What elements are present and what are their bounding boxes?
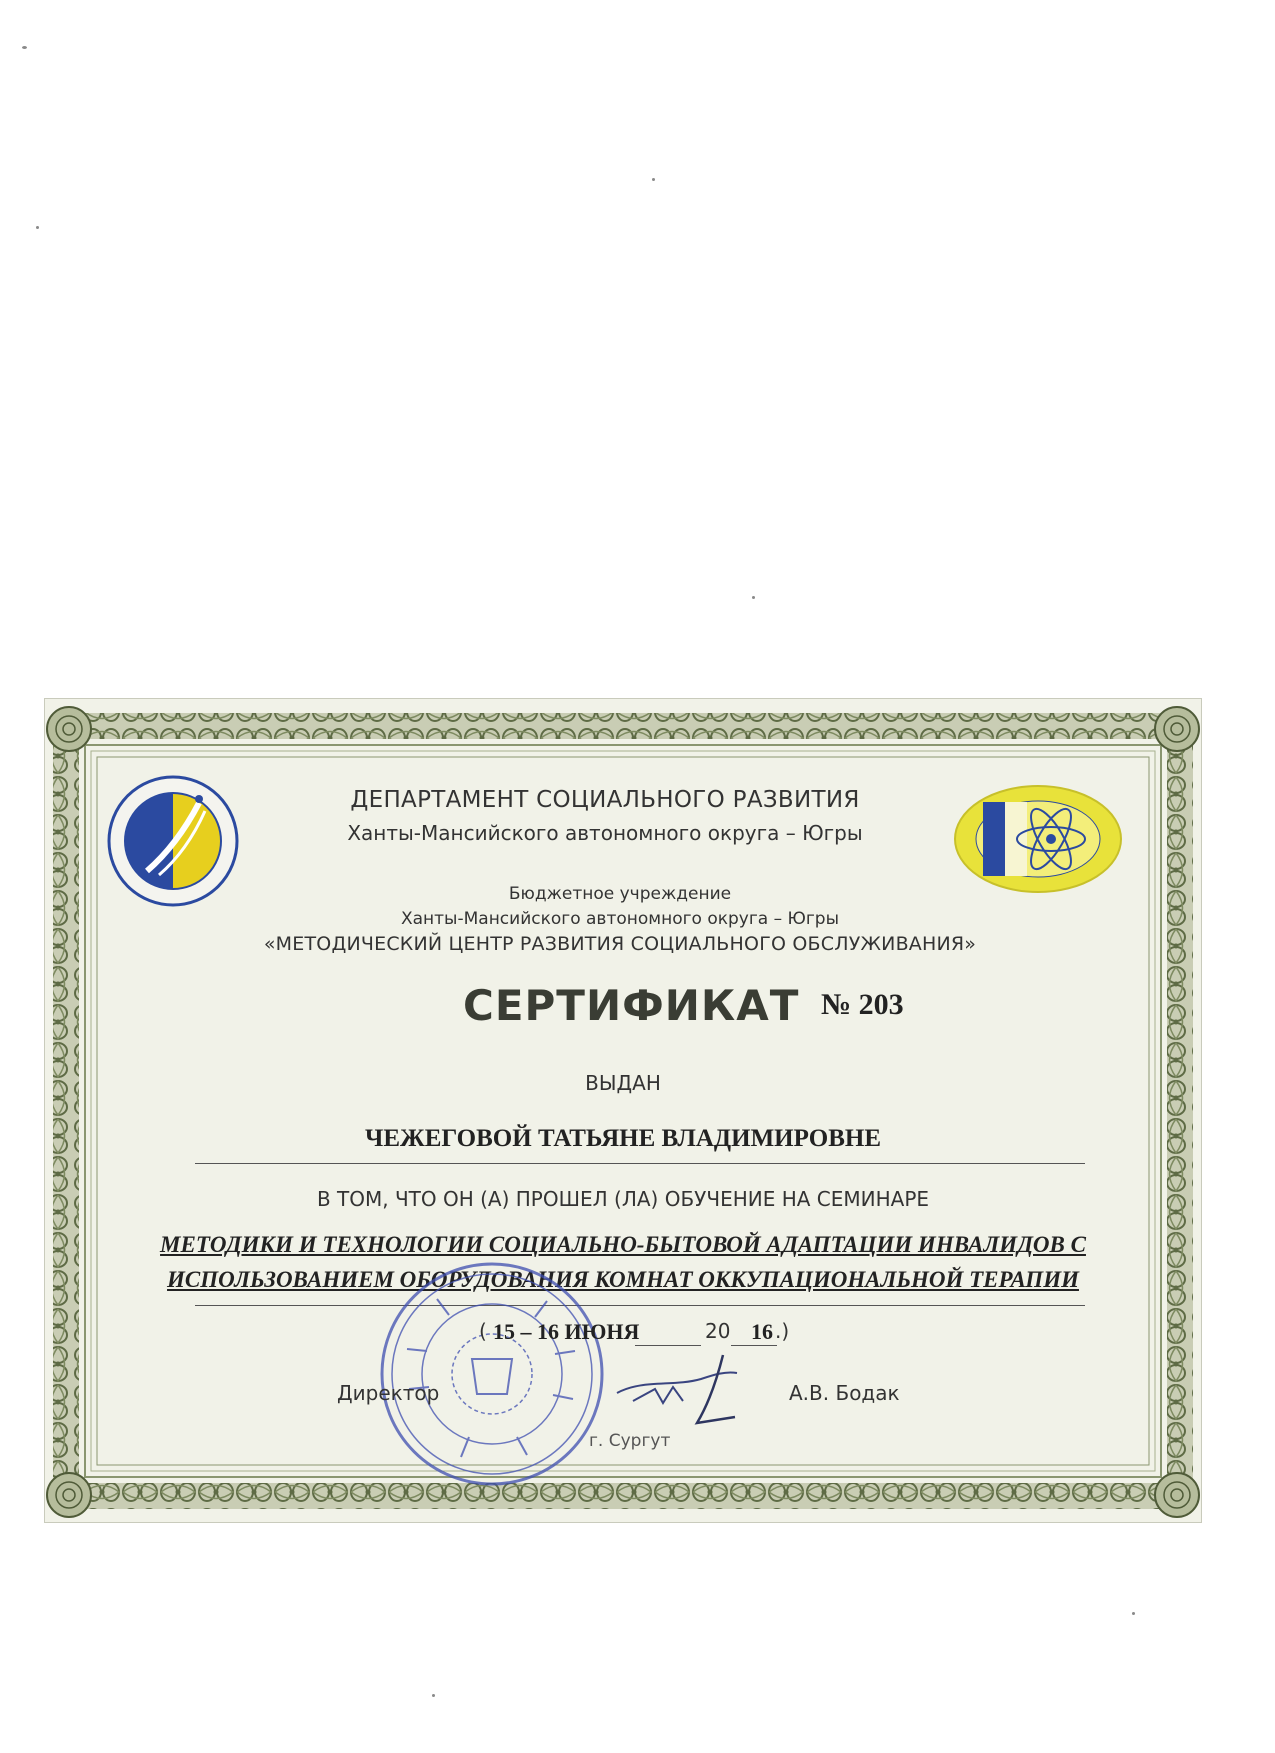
scan-speck	[1132, 1612, 1135, 1615]
official-stamp	[377, 1259, 607, 1489]
director-name: А.В. Бодак	[789, 1381, 900, 1405]
date-century: 20	[705, 1319, 731, 1343]
scan-speck	[752, 596, 755, 599]
methodical-center-emblem	[953, 784, 1123, 894]
institution-name: «МЕТОДИЧЕСКИЙ ЦЕНТР РАЗВИТИЯ СОЦИАЛЬНОГО ОБСЛУЖИВАНИЯ»	[263, 933, 977, 955]
department-title: ДЕПАРТАМЕНТ СОЦИАЛЬНОГО РАЗВИТИЯ	[350, 787, 860, 813]
institution-region: Ханты-Мансийского автономного округа – Югры	[400, 909, 840, 929]
scan-speck	[36, 226, 39, 229]
scan-speck	[432, 1694, 435, 1697]
seminar-blank-line	[195, 1305, 1085, 1306]
date-year: 16	[751, 1319, 773, 1344]
date-close-bracket: .)	[775, 1319, 790, 1343]
issued-label: ВЫДАН	[585, 1071, 661, 1095]
director-label: Директор	[337, 1381, 440, 1405]
seminar-title	[105, 1227, 1141, 1297]
certificate-number: № 203	[821, 988, 904, 1021]
certificate-title: СЕРТИФИКАТ	[463, 981, 800, 1030]
scan-speck	[652, 178, 655, 181]
institution-type: Бюджетное учреждение	[508, 884, 732, 904]
seminar-title-line-2: ИСПОЛЬЗОВАНИЕМ ОБОРУДОВАНИЯ КОМНАТ ОККУПАЦИОНАЛЬНОЙ ТЕРАПИИ	[167, 1267, 1079, 1292]
certificate	[44, 698, 1202, 1523]
seminar-title-line-1: МЕТОДИКИ И ТЕХНОЛОГИИ СОЦИАЛЬНО-БЫТОВОЙ АДАПТАЦИИ ИНВАЛИДОВ С	[160, 1232, 1086, 1257]
recipient-name: ЧЕЖЕГОВОЙ ТАТЬЯНЕ ВЛАДИМИРОВНЕ	[364, 1125, 881, 1152]
date-open-bracket: (	[479, 1319, 487, 1343]
scan-speck	[22, 46, 27, 49]
recipient-underline	[195, 1163, 1085, 1164]
city: г. Сургут	[589, 1431, 671, 1451]
completion-statement: В ТОМ, ЧТО ОН (А) ПРОШЕЛ (ЛА) ОБУЧЕНИЕ НА СЕМИНАРЕ	[316, 1187, 930, 1211]
year-underline	[731, 1345, 777, 1346]
director-signature	[613, 1349, 763, 1429]
date-underline	[635, 1345, 701, 1346]
department-region: Ханты-Мансийского автономного округа – Югры	[347, 821, 863, 845]
date-days: 15 – 16 ИЮНЯ	[493, 1319, 640, 1344]
